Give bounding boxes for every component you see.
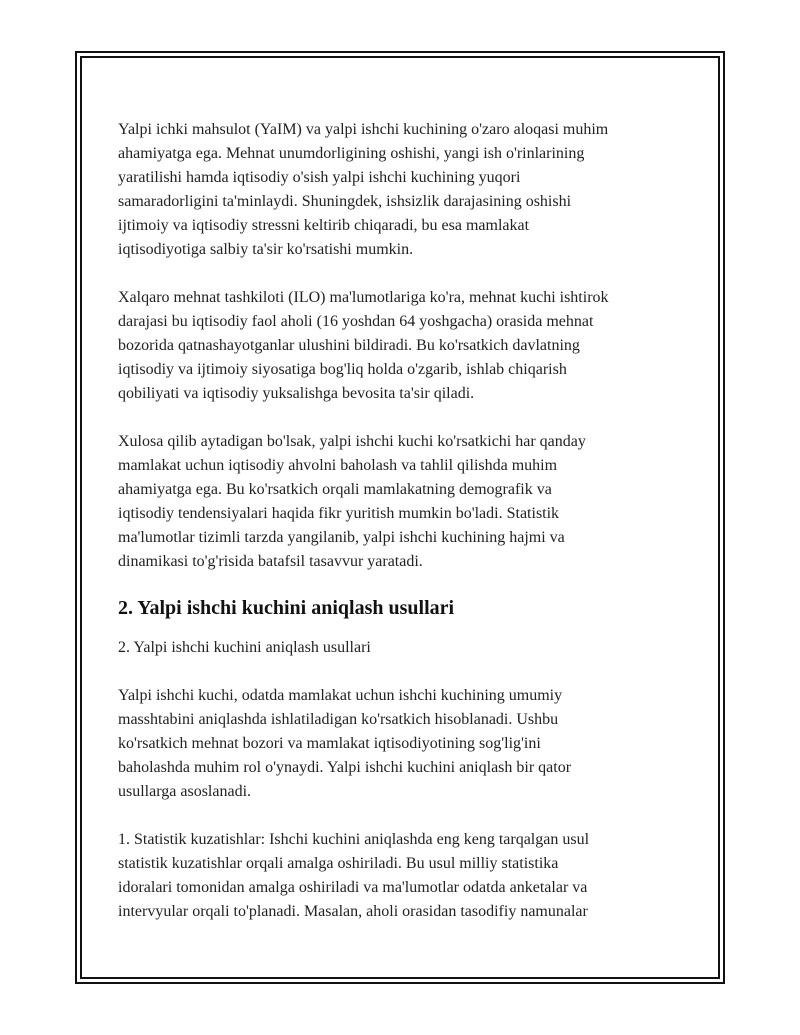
text-line: intervyular orqali to'planadi. Masalan, aholi orasidan tasodifiy namunalar xyxy=(118,903,588,920)
text-line: ma'lumotlar tizimli tarzda yangilanib, yalpi ishchi kuchining hajmi va xyxy=(118,529,565,546)
text-line: baholashda muhim rol o'ynaydi. Yalpi ishchi kuchini aniqlash bir qator xyxy=(118,759,572,776)
text-line: idoralari tomonidan amalga oshiriladi va ma'lumotlar odatda anketalar va xyxy=(118,879,588,896)
text-line: Xalqaro mehnat tashkiloti (ILO) ma'lumotlariga ko'ra, mehnat kuchi ishtirok xyxy=(118,289,609,306)
text-line: ko'rsatkich mehnat bozori va mamlakat iqtisodiyotining sog'lig'ini xyxy=(118,735,541,752)
text-line: darajasi bu iqtisodiy faol aholi (16 yoshdan 64 yoshgacha) orasida mehnat xyxy=(118,313,594,330)
paragraph-statistical-observations xyxy=(118,828,698,924)
text-line: iqtisodiyotiga salbiy ta'sir ko'rsatishi mumkin. xyxy=(118,241,414,258)
text-line: Yalpi ishchi kuchi, odatda mamlakat uchun ishchi kuchining umumiy xyxy=(118,687,563,704)
text-line: Yalpi ichki mahsulot (YaIM) va yalpi ishchi kuchining o'zaro aloqasi muhim xyxy=(118,121,609,138)
text-line: iqtisodiy va ijtimoiy siyosatiga bog'liq holda o'zgarib, ishlab chiqarish xyxy=(118,361,567,378)
section-heading: 2. Yalpi ishchi kuchini aniqlash usullari xyxy=(118,597,455,619)
text-line: Xulosa qilib aytadigan bo'lsak, yalpi ishchi kuchi ko'rsatkichi har qanday xyxy=(118,433,586,450)
section-subheading: 2. Yalpi ishchi kuchini aniqlash usullari xyxy=(118,639,371,656)
paragraph-gdp-labor xyxy=(118,118,698,262)
text-line: ijtimoiy va iqtisodiy stressni keltirib chiqaradi, bu esa mamlakat xyxy=(118,217,530,234)
text-line: masshtabini aniqlashda ishlatiladigan ko'rsatkich hisoblanadi. Ushbu xyxy=(118,711,559,728)
text-line: mamlakat uchun iqtisodiy ahvolni baholash va tahlil qilishda muhim xyxy=(118,457,558,474)
text-line: iqtisodiy tendensiyalari haqida fikr yuritish mumkin bo'ladi. Statistik xyxy=(118,505,560,522)
text-line: samaradorligini ta'minlaydi. Shuningdek, ishsizlik darajasining oshishi xyxy=(118,193,572,210)
text-line: 1. Statistik kuzatishlar: Ishchi kuchini aniqlashda eng keng tarqalgan usul xyxy=(118,831,590,848)
text-line: statistik kuzatishlar orqali amalga oshiriladi. Bu usul milliy statistika xyxy=(118,855,559,872)
text-line: ahamiyatga ega. Bu ko'rsatkich orqali mamlakatning demografik va xyxy=(118,481,552,498)
paragraph-conclusion xyxy=(118,430,698,574)
text-line: dinamikasi to'g'risida batafsil tasavvur yaratadi. xyxy=(118,553,423,570)
text-line: bozorida qatnashayotganlar ulushini bildiradi. Bu ko'rsatkich davlatning xyxy=(118,337,580,354)
text-line: yaratilishi hamda iqtisodiy o'sish yalpi ishchi kuchining yuqori xyxy=(118,169,521,186)
paragraph-ilo xyxy=(118,286,698,406)
text-line: usullarga asoslanadi. xyxy=(118,783,252,800)
paragraph-methods-intro xyxy=(118,684,698,804)
text-line: qobiliyati va iqtisodiy yuksalishga bevosita ta'sir qiladi. xyxy=(118,385,475,402)
text-line: ahamiyatga ega. Mehnat unumdorligining oshishi, yangi ish o'rinlarining xyxy=(118,145,585,162)
document-body xyxy=(118,118,698,924)
